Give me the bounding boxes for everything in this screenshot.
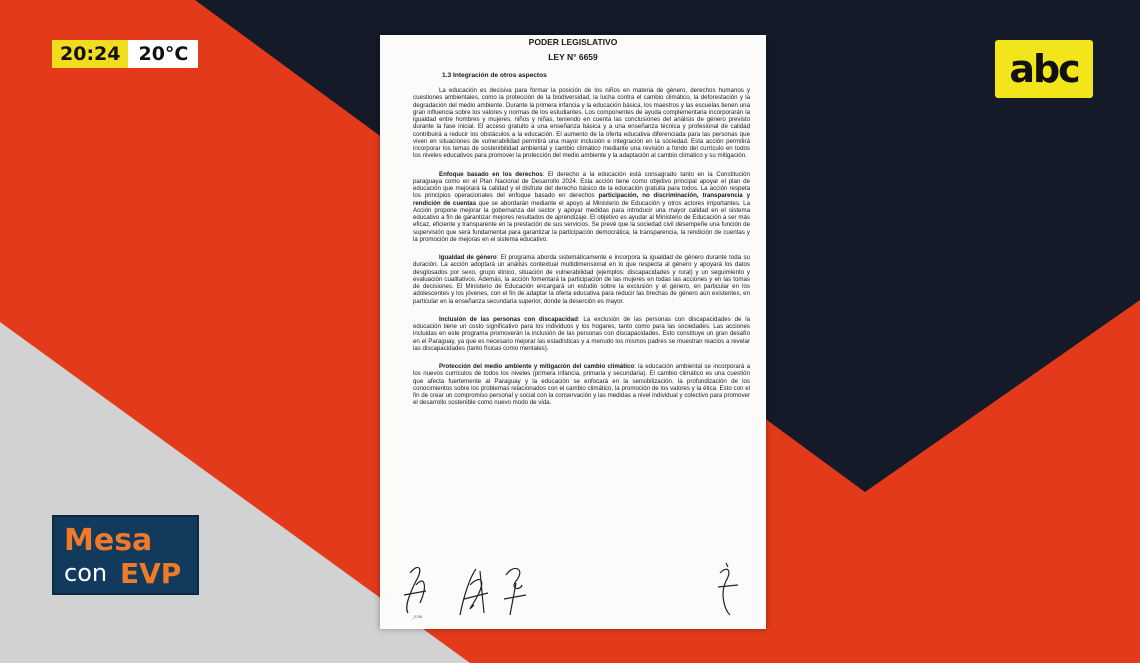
paragraph-rights-approach bbox=[413, 171, 750, 244]
program-logo-con: con bbox=[64, 559, 108, 587]
paragraph-disability-text: : La exclusión de las personas con discapacidades de la educación tiene un costo significativo para los individuos y los hogares, tanto como para las sociedades. Las acciones incluidas en este programa promoverán la inclusión de las personas con discapacidades. Esto constituye un gran desafío en el Paraguay, ya que es necesario mejorar las estadísticas y a menudo los mismos padres se muestran reacios a revelar las discapacidades (tanto físicas como mentales). bbox=[413, 315, 751, 352]
document-body bbox=[413, 87, 750, 418]
signature-3 bbox=[504, 568, 526, 615]
document-header-poder-legislativo: PODER LEGISLATIVO bbox=[528, 37, 618, 47]
paragraph-gender-text: : El programa aborda sistemáticamente e incorpora la igualdad de género durante toda su duración. La acción adoptará un análisis contextual multidimensional en lo que respecta al género y apoyará los datos desglosados por sexo, grupo étnico, situación de vulnerabilidad (ejemplos: discapacidades y rural) y un seguimiento y evaluación cualitativos. Además, la acción fomentará la participación de las mujeres en todas las acciones y en las tomas de decisiones. El Ministerio de Educación encargará un estudio sobre la exclusión y el género, en particular en los adolescentes y los jóvenes, con el fin de adaptar la oferta educativa para reducir las brechas de género aún existentes, en particular en la enseñanza secundaria superior, donde la deserción es mayor. bbox=[413, 254, 750, 305]
abc-logo-text: abc bbox=[1009, 47, 1079, 91]
paragraph-rights-text-a: : El derecho a la educación está consagrado tanto en la Constitución paraguaya como en el Plan Nacional de Desarrollo 2024. Esta acción tiene como objetivo principal apoyar el plan de educación que mejorará la calidad y el disfrute del derecho básico de la educación gratuita para todos. La acción respeta los principios operacionales del enfoque basado en derechos bbox=[413, 170, 750, 200]
section-title: 1.3 Integración de otros aspectos bbox=[442, 72, 547, 79]
clock: 20:24 bbox=[52, 40, 128, 68]
paragraph-disability-lead: Inclusión de las personas con discapacidad bbox=[439, 315, 578, 323]
temperature: 20°C bbox=[128, 40, 198, 68]
document-header-ley-number: LEY N° 6659 bbox=[548, 52, 598, 62]
handwritten-signatures bbox=[380, 555, 766, 625]
paragraph-environment-text: : la educación ambiental se incorporará a los nuevos currículos de todos los niveles (primera infancia, primaria y secundaria). El cambio climático es una cuestión que afecta fuertemente al Paraguay y la educación se enfocará en la sensibilización, la profundización de los conocimientos sobre los problemas relacionados con el cambio climático, la promoción de los valores y la ética. Esto con el fin de crear un compromiso personal y social con la conservación y las medidas a nivel individual y colectivo para promover el desarrollo sostenible como nuevo modo de vida. bbox=[413, 363, 750, 407]
program-logo-evp: EVP bbox=[120, 557, 182, 590]
paragraph-environment-lead: Protección del medio ambiente y mitigación del cambio climático bbox=[439, 363, 635, 370]
signature-2 bbox=[460, 569, 488, 615]
law-document-page bbox=[380, 35, 766, 629]
paragraph-education bbox=[413, 87, 750, 160]
paragraph-gender-lead: Igualdad de género bbox=[439, 254, 497, 261]
paragraph-gender-equality bbox=[413, 254, 750, 305]
paragraph-environment bbox=[413, 363, 750, 407]
program-logo-line1: Mesa bbox=[64, 523, 153, 558]
abc-channel-logo bbox=[995, 40, 1093, 98]
mesa-con-evp-logo bbox=[52, 515, 199, 595]
time-temperature-overlay bbox=[52, 40, 198, 68]
signature-1 bbox=[404, 567, 426, 613]
paragraph-rights-lead: Enfoque basado en los derechos bbox=[439, 170, 543, 178]
paragraph-rights-text-b: que se abordarán mediante el apoyo al Ministerio de Educación y otros actores importantes. La Acción propone mejorar la gobernanza del sector y apoyar medidas para introducir una mayor calidad en el sistema educativo a fin de garantizar mejores resultados de aprendizaje. El objetivo es ayudar al Ministerio de Educación a ser más eficaz, eficiente y transparente en la prestación de sus servicios. Se prevé que la sociedad civil desempeñe una función de supervisión que será fundamental para garantizar la participación democrática, la transparencia, la rendición de cuentas y la promoción de mejoras en el sistema educativo. bbox=[413, 199, 750, 243]
paragraph-education-text: La educación es decisiva para formar la posición de los niños en materia de género, derechos humanos y cuestiones ambientales, como la protección de la biodiversidad, la lucha contra el cambio climático, la deforestación y la degradación del medio ambiente. Durante la primera infancia y la educación básica, los maestros y las escuelas tienen una gran influencia sobre los valores y normas de los estudiantes. Los componentes de ayuda complementaria incorporarán la igualdad entre hombres y mujeres, niños y niñas, teniendo en cuenta las conclusiones del análisis de género previsto durante la fase inicial. El acceso gratuito a una enseñanza básica y a una enseñanza técnica y profesional de calidad contribuirá a reducir los obstáculos a la educación. El aumento de la oferta educativa diferenciada para las personas que viven en situaciones de vulnerabilidad permitirá una mayor inclusión e integración en la sociedad. Esta acción permitirá incorporar los temas de sostenibilidad ambiental y cambio climático mediante una revisión a fondo del currículo en todos los niveles educativos para promover la protección del medio ambiente y la adaptación al cambio climático y su mitigación. bbox=[413, 87, 750, 160]
paragraph-rights-bold: participación, no discriminación, transparencia y rendición de cuentas bbox=[413, 192, 750, 207]
paragraph-disability-inclusion bbox=[413, 316, 750, 352]
signature-4 bbox=[718, 563, 738, 615]
document-footer-mark: _EJM bbox=[412, 614, 423, 619]
